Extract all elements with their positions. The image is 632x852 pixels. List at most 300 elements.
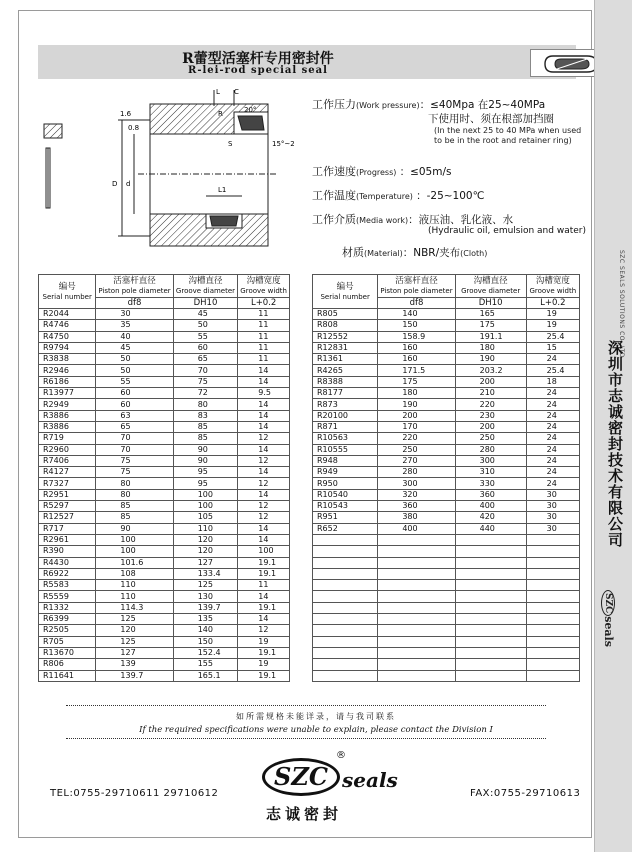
groove-diameter-cell: 440 (455, 523, 526, 534)
groove-diameter-cell: 330 (455, 478, 526, 489)
rod-diameter-cell: 45 (96, 342, 173, 353)
serial-cell: R3838 (39, 354, 96, 365)
table-row (39, 354, 290, 365)
footnote-en: If the required specifications were unable to explain, please contact the Division I (139, 725, 493, 735)
serial-cell: R9794 (39, 342, 96, 353)
groove-width-cell (526, 568, 579, 579)
rod-diameter-cell: 100 (96, 546, 173, 557)
table-row (39, 320, 290, 331)
serial-cell: R8388 (313, 376, 378, 387)
rod-diameter-cell: 80 (96, 478, 173, 489)
groove-width-cell: 12 (238, 625, 290, 636)
table-row (39, 546, 290, 557)
rod-diameter-cell: 50 (96, 365, 173, 376)
serial-cell (313, 670, 378, 681)
serial-cell: R2044 (39, 309, 96, 320)
groove-width-cell: 30 (526, 501, 579, 512)
col-groove-width: 沟槽宽度 Groove width (238, 275, 290, 298)
rod-diameter-cell (378, 670, 455, 681)
table-row (313, 591, 580, 602)
table-row (313, 376, 580, 387)
rod-diameter-cell: 70 (96, 433, 173, 444)
groove-width-cell: 24 (526, 433, 579, 444)
rod-diameter-cell (378, 614, 455, 625)
table-row (313, 659, 580, 670)
groove-diameter-cell: 120 (173, 546, 238, 557)
groove-diameter-cell (455, 591, 526, 602)
serial-cell: R6922 (39, 568, 96, 579)
groove-diameter-cell (455, 580, 526, 591)
title-banner (38, 45, 576, 79)
groove-width-cell: 12 (238, 478, 290, 489)
rod-diameter-cell: 60 (96, 399, 173, 410)
serial-cell: R719 (39, 433, 96, 444)
serial-cell (313, 647, 378, 658)
groove-diameter-cell (455, 568, 526, 579)
table-row (313, 489, 580, 500)
table-row (313, 546, 580, 557)
logo-cn: 志诚密封 (266, 805, 343, 823)
rod-diameter-cell: 63 (96, 410, 173, 421)
groove-width-cell: 24 (526, 444, 579, 455)
groove-width-cell: 11 (238, 309, 290, 320)
table-row (313, 501, 580, 512)
groove-width-cell: 19 (526, 309, 579, 320)
groove-diameter-cell (455, 602, 526, 613)
table-row (39, 410, 290, 421)
spec-pressure: 工作压力(Work pressure)：≤40Mpa 在25~40MPa (312, 98, 546, 111)
tol-groove: DH10 (173, 298, 238, 309)
serial-cell: R3886 (39, 410, 96, 421)
groove-width-cell: 14 (238, 523, 290, 534)
groove-diameter-cell: 105 (173, 512, 238, 523)
table-row (39, 636, 290, 647)
table-row (39, 399, 290, 410)
serial-cell: R873 (313, 399, 378, 410)
groove-width-cell: 24 (526, 455, 579, 466)
groove-width-cell: 19 (526, 320, 579, 331)
groove-width-cell: 12 (238, 433, 290, 444)
serial-cell: R8177 (313, 388, 378, 399)
dim-l: L (216, 88, 220, 96)
rod-diameter-cell: 75 (96, 455, 173, 466)
groove-width-cell: 19 (238, 659, 290, 670)
serial-cell: R10563 (313, 433, 378, 444)
rod-diameter-cell: 200 (378, 410, 455, 421)
groove-width-cell: 11 (238, 342, 290, 353)
serial-cell: R4750 (39, 331, 96, 342)
groove-width-cell: 11 (238, 331, 290, 342)
serial-cell: R12527 (39, 512, 96, 523)
groove-diameter-cell: 70 (173, 365, 238, 376)
groove-diameter-cell: 60 (173, 342, 238, 353)
groove-width-cell: 14 (238, 399, 290, 410)
groove-width-cell: 14 (238, 467, 290, 478)
groove-diameter-cell: 120 (173, 534, 238, 545)
serial-cell: R5583 (39, 580, 96, 591)
groove-width-cell: 14 (238, 534, 290, 545)
table-row (313, 342, 580, 353)
rod-diameter-cell: 125 (96, 614, 173, 625)
table-row (39, 421, 290, 432)
rod-diameter-cell: 120 (96, 625, 173, 636)
rod-diameter-cell: 127 (96, 647, 173, 658)
groove-diameter-cell: 155 (173, 659, 238, 670)
groove-width-cell (526, 647, 579, 658)
serial-cell: R4746 (39, 320, 96, 331)
groove-diameter-cell: 200 (455, 421, 526, 432)
table-row (39, 614, 290, 625)
serial-cell: R5559 (39, 591, 96, 602)
table-row (313, 625, 580, 636)
groove-width-cell: 18 (526, 376, 579, 387)
groove-width-cell (526, 614, 579, 625)
serial-cell: R12831 (313, 342, 378, 353)
groove-diameter-cell (455, 534, 526, 545)
col-groove-diameter: 沟槽直径 Groove diameter (173, 275, 238, 298)
groove-diameter-cell (455, 670, 526, 681)
rod-diameter-cell: 50 (96, 354, 173, 365)
rod-diameter-cell (378, 591, 455, 602)
rod-diameter-cell: 65 (96, 421, 173, 432)
groove-diameter-cell: 175 (455, 320, 526, 331)
groove-diameter-cell: 83 (173, 410, 238, 421)
col-rod-diameter: 活塞杆直径 Piston pole diameter (96, 275, 173, 298)
groove-width-cell: 14 (238, 591, 290, 602)
table-row (39, 478, 290, 489)
groove-diameter-cell: 210 (455, 388, 526, 399)
tol-groove: DH10 (455, 298, 526, 309)
rod-diameter-cell (378, 546, 455, 557)
rod-diameter-cell: 108 (96, 568, 173, 579)
col-serial: 编号 Serial number (313, 275, 378, 309)
table-row (313, 455, 580, 466)
table-row (39, 365, 290, 376)
side-logo-word: seals (602, 616, 615, 647)
table-row (313, 467, 580, 478)
groove-diameter-cell: 95 (173, 467, 238, 478)
serial-cell (313, 557, 378, 568)
rod-diameter-cell: 40 (96, 331, 173, 342)
rod-diameter-cell (378, 647, 455, 658)
groove-diameter-cell: 280 (455, 444, 526, 455)
groove-diameter-cell: 203.2 (455, 365, 526, 376)
table-row (313, 557, 580, 568)
groove-diameter-cell: 133.4 (173, 568, 238, 579)
serial-cell: R11641 (39, 670, 96, 681)
serial-cell: R871 (313, 421, 378, 432)
rod-diameter-cell: 280 (378, 467, 455, 478)
table-row (313, 534, 580, 545)
page-subtitle: R-lei-rod special seal (188, 65, 328, 76)
table-row (39, 433, 290, 444)
groove-width-cell: 14 (238, 376, 290, 387)
serial-cell: R7327 (39, 478, 96, 489)
serial-cell: R2949 (39, 399, 96, 410)
groove-width-cell: 30 (526, 489, 579, 500)
table-row (39, 376, 290, 387)
rod-diameter-cell (378, 625, 455, 636)
groove-width-cell: 11 (238, 354, 290, 365)
serial-cell (313, 580, 378, 591)
rod-diameter-cell (378, 602, 455, 613)
serial-cell: R717 (39, 523, 96, 534)
groove-diameter-cell: 140 (173, 625, 238, 636)
table-row (39, 489, 290, 500)
groove-width-cell: 24 (526, 354, 579, 365)
rod-diameter-cell: 35 (96, 320, 173, 331)
groove-diameter-cell: 191.1 (455, 331, 526, 342)
footnote-cn: 如所需规格未能详录，请与我司联系 (236, 712, 396, 721)
table-row (313, 421, 580, 432)
table-row (39, 444, 290, 455)
rod-diameter-cell: 270 (378, 455, 455, 466)
groove-diameter-cell: 230 (455, 410, 526, 421)
rod-diameter-cell: 220 (378, 433, 455, 444)
groove-diameter-cell: 127 (173, 557, 238, 568)
table-row (313, 647, 580, 658)
table-row (39, 455, 290, 466)
table-row (313, 444, 580, 455)
groove-diameter-cell: 110 (173, 523, 238, 534)
groove-diameter-cell: 125 (173, 580, 238, 591)
serial-cell (313, 636, 378, 647)
table-row (39, 331, 290, 342)
col-groove-diameter: 沟槽直径 Groove diameter (455, 275, 526, 298)
tol-width: L+0.2 (238, 298, 290, 309)
table-row (39, 309, 290, 320)
rod-diameter-cell: 125 (96, 636, 173, 647)
groove-width-cell: 19.1 (238, 647, 290, 658)
groove-diameter-cell: 75 (173, 376, 238, 387)
groove-diameter-cell: 50 (173, 320, 238, 331)
groove-width-cell (526, 580, 579, 591)
serial-cell (313, 659, 378, 670)
col-serial: 编号 Serial number (39, 275, 96, 309)
rod-diameter-cell: 80 (96, 489, 173, 500)
serial-cell (313, 625, 378, 636)
table-row (313, 388, 580, 399)
rod-diameter-cell: 170 (378, 421, 455, 432)
groove-width-cell (526, 659, 579, 670)
size-table-left (38, 274, 290, 682)
serial-cell (313, 568, 378, 579)
groove-diameter-cell: 72 (173, 388, 238, 399)
serial-cell: R1361 (313, 354, 378, 365)
table-row (313, 365, 580, 376)
rod-diameter-cell: 171.5 (378, 365, 455, 376)
rod-diameter-cell: 150 (378, 320, 455, 331)
groove-diameter-cell: 100 (173, 489, 238, 500)
groove-diameter-cell: 80 (173, 399, 238, 410)
serial-cell: R6186 (39, 376, 96, 387)
serial-cell: R948 (313, 455, 378, 466)
page-title: R蕾型活塞杆专用密封件 (182, 51, 334, 67)
table-row (313, 670, 580, 681)
groove-width-cell: 24 (526, 388, 579, 399)
groove-diameter-cell: 300 (455, 455, 526, 466)
serial-cell: R808 (313, 320, 378, 331)
groove-width-cell: 30 (526, 523, 579, 534)
groove-width-cell: 12 (238, 501, 290, 512)
serial-cell: R6399 (39, 614, 96, 625)
rod-diameter-cell (378, 636, 455, 647)
groove-width-cell: 100 (238, 546, 290, 557)
rod-diameter-cell: 160 (378, 354, 455, 365)
rod-diameter-cell: 175 (378, 376, 455, 387)
groove-width-cell: 19.1 (238, 670, 290, 681)
fax: FAX:0755-29710613 (470, 788, 581, 799)
side-company-en: SZC SEALS SOLUTIONS CO.,LTD (618, 250, 625, 358)
table-row (313, 523, 580, 534)
company-logo (262, 748, 402, 828)
table-row (39, 342, 290, 353)
table-row (313, 433, 580, 444)
rod-diameter-cell: 30 (96, 309, 173, 320)
serial-cell: R12552 (313, 331, 378, 342)
rod-diameter-cell: 400 (378, 523, 455, 534)
serial-cell: R13977 (39, 388, 96, 399)
serial-cell: R5297 (39, 501, 96, 512)
groove-diameter-cell: 310 (455, 467, 526, 478)
rod-diameter-cell: 110 (96, 580, 173, 591)
rod-diameter-cell (378, 659, 455, 670)
serial-cell: R2946 (39, 365, 96, 376)
groove-diameter-cell: 85 (173, 421, 238, 432)
table-row (39, 625, 290, 636)
table-row (313, 309, 580, 320)
serial-cell: R20100 (313, 410, 378, 421)
groove-width-cell (526, 602, 579, 613)
dim-s: S (228, 140, 233, 148)
groove-width-cell (526, 591, 579, 602)
groove-width-cell: 24 (526, 467, 579, 478)
groove-diameter-cell (455, 659, 526, 670)
serial-cell: R652 (313, 523, 378, 534)
table-row (39, 534, 290, 545)
serial-cell: R13670 (39, 647, 96, 658)
rod-diameter-cell: 60 (96, 388, 173, 399)
groove-diameter-cell (455, 625, 526, 636)
groove-width-cell: 24 (526, 421, 579, 432)
serial-cell: R4430 (39, 557, 96, 568)
rod-diameter-cell: 101.6 (96, 557, 173, 568)
dim-angle-15: 15°~2 (272, 140, 295, 148)
serial-cell: R2951 (39, 489, 96, 500)
groove-diameter-cell: 139.7 (173, 602, 238, 613)
groove-width-cell (526, 546, 579, 557)
table-row (39, 501, 290, 512)
groove-diameter-cell (455, 557, 526, 568)
groove-width-cell: 14 (238, 410, 290, 421)
table-row (313, 568, 580, 579)
table-row (313, 320, 580, 331)
groove-width-cell (526, 670, 579, 681)
side-logo-mark: SZC (601, 590, 615, 616)
groove-width-cell: 19.1 (238, 557, 290, 568)
rod-diameter-cell: 139.7 (96, 670, 173, 681)
serial-cell: R10555 (313, 444, 378, 455)
footer-divider-bottom (66, 738, 546, 739)
tol-rod: df8 (96, 298, 173, 309)
spec-pressure-note-2: to be in the root and retainer ring) (434, 136, 572, 145)
groove-width-cell: 11 (238, 320, 290, 331)
groove-width-cell: 14 (238, 421, 290, 432)
serial-cell (313, 602, 378, 613)
table-row (39, 602, 290, 613)
spec-pressure-sub: 下使用时、须在根部加挡圈 (428, 113, 554, 125)
groove-diameter-cell: 220 (455, 399, 526, 410)
dim-roughness-a: 1.6 (120, 110, 132, 118)
rod-diameter-cell: 380 (378, 512, 455, 523)
spec-temperature: 工作温度(Temperature) ：-25~100℃ (312, 189, 485, 202)
table-row (39, 388, 290, 399)
groove-width-cell (526, 636, 579, 647)
table-row (39, 523, 290, 534)
serial-cell (313, 591, 378, 602)
groove-diameter-cell: 150 (173, 636, 238, 647)
groove-diameter-cell: 165.1 (173, 670, 238, 681)
groove-diameter-cell (455, 647, 526, 658)
groove-width-cell: 12 (238, 455, 290, 466)
serial-cell: R4127 (39, 467, 96, 478)
groove-diameter-cell: 180 (455, 342, 526, 353)
table-row (313, 636, 580, 647)
groove-width-cell: 14 (238, 365, 290, 376)
dim-c: C (234, 88, 239, 96)
spec-media: 工作介质(Media work)：液压油、乳化液、水 (312, 213, 514, 226)
groove-width-cell: 25.4 (526, 365, 579, 376)
dim-roughness-b: 0.8 (128, 124, 140, 132)
groove-width-cell: 14 (238, 489, 290, 500)
serial-cell: R7406 (39, 455, 96, 466)
rod-diameter-cell: 114.3 (96, 602, 173, 613)
groove-diameter-cell: 45 (173, 309, 238, 320)
table-row (313, 331, 580, 342)
table-row (313, 399, 580, 410)
side-logo (601, 590, 615, 647)
serial-cell: R705 (39, 636, 96, 647)
groove-width-cell: 24 (526, 410, 579, 421)
table-row (39, 647, 290, 658)
rod-diameter-cell: 300 (378, 478, 455, 489)
rod-diameter-cell: 158.9 (378, 331, 455, 342)
groove-diameter-cell: 95 (173, 478, 238, 489)
spec-pressure-note-1: (In the next 25 to 40 MPa when used (434, 126, 582, 135)
rod-diameter-cell: 70 (96, 444, 173, 455)
rod-diameter-cell: 100 (96, 534, 173, 545)
groove-width-cell (526, 534, 579, 545)
serial-cell: R2505 (39, 625, 96, 636)
serial-cell: R2960 (39, 444, 96, 455)
rod-diameter-cell: 75 (96, 467, 173, 478)
groove-width-cell: 24 (526, 399, 579, 410)
serial-cell: R390 (39, 546, 96, 557)
rod-diameter-cell: 250 (378, 444, 455, 455)
rod-diameter-cell: 160 (378, 342, 455, 353)
groove-width-cell: 11 (238, 580, 290, 591)
groove-diameter-cell: 55 (173, 331, 238, 342)
serial-cell: R3886 (39, 421, 96, 432)
serial-cell: R950 (313, 478, 378, 489)
table-row (313, 580, 580, 591)
serial-cell: R1332 (39, 602, 96, 613)
logo-word: seals (342, 768, 398, 792)
rod-diameter-cell (378, 568, 455, 579)
rod-diameter-cell: 55 (96, 376, 173, 387)
groove-diameter-cell: 190 (455, 354, 526, 365)
groove-width-cell (526, 557, 579, 568)
